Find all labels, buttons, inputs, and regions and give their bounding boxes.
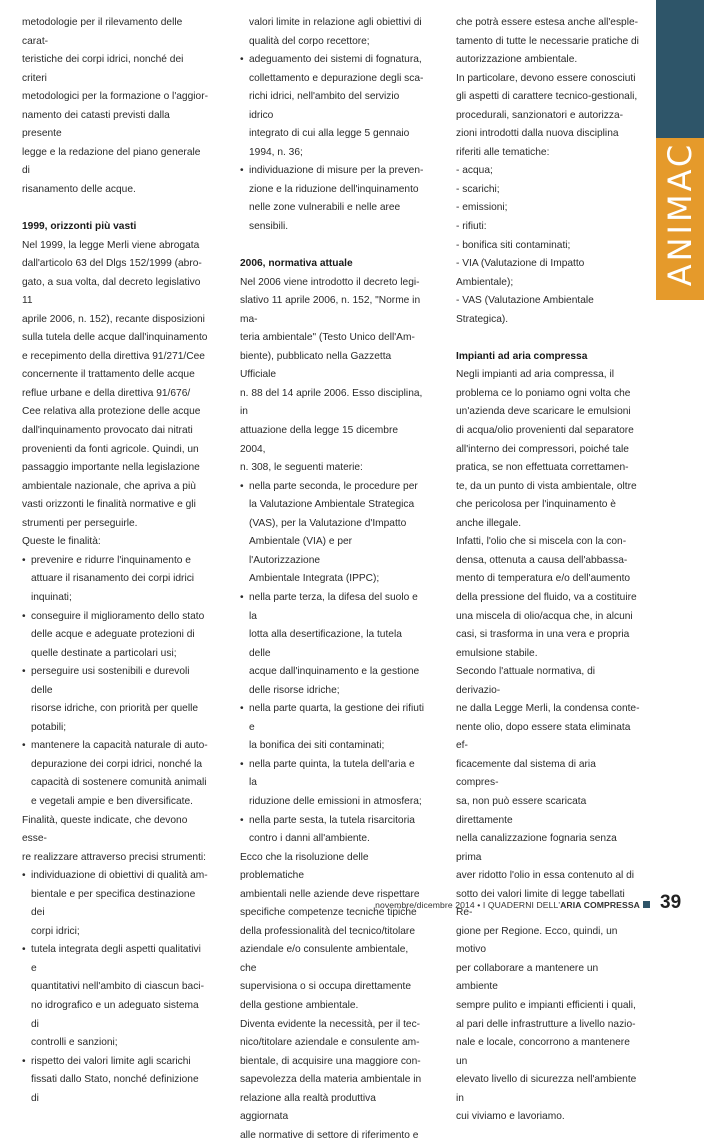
text-line: problema ce lo poniamo ogni volta che: [456, 387, 631, 399]
text-line: rispetto dei valori limite agli scarichi: [31, 1055, 191, 1067]
text-line: namento dei catasti previsti dalla presente: [22, 109, 170, 140]
paragraph: [456, 366, 640, 533]
bullet-item: [240, 812, 425, 849]
text-line: Ambientale (VIA) e per l'Autorizzazione: [249, 536, 353, 566]
text-line: no idrografico e un adeguato sistema di: [31, 999, 199, 1030]
text-line: qualità del corpo recettore;: [249, 35, 370, 47]
paragraph: [240, 274, 425, 478]
bullet-icon: •: [240, 703, 244, 715]
bullet-icon: •: [240, 54, 244, 66]
text-line: zioni introdotti dalla nuova disciplina: [456, 128, 619, 140]
bullet-item: [240, 589, 425, 700]
bullet-item: [22, 552, 209, 608]
text-line: depurazione dei corpi idrici, nonché la: [31, 758, 203, 770]
text-line: supervisiona o si occupa direttamente: [240, 981, 412, 993]
bullet-icon: [22, 719, 31, 738]
bullet-icon: [240, 125, 249, 144]
text-line: strumenti per perseguirle.: [22, 517, 138, 529]
text-line: e vegetali ampie e ben diversificate.: [31, 795, 193, 807]
bullet-item: [240, 478, 425, 589]
text-line: dall'inquinamento provocato dai nitrati: [22, 425, 193, 437]
text-line: mento di temperatura e/o dell'aumento: [456, 573, 631, 585]
paragraph: [22, 237, 209, 534]
paragraph: [456, 663, 640, 1127]
text-line: Queste le finalità:: [22, 536, 101, 548]
bullet-icon: [240, 570, 249, 589]
text-line: teria ambientale" (Testo Unico dell'Am-: [240, 332, 415, 344]
text-line: integrato di cui alla legge 5 gennaio: [249, 128, 410, 140]
bullet-icon: [240, 199, 249, 218]
text-line: risorse idriche, con priorità per quelle: [31, 703, 199, 715]
text-line: risanamento delle acque.: [22, 183, 136, 195]
bullet-icon: [22, 756, 31, 775]
bullet-icon: [240, 515, 249, 534]
text-line: capacità di sostenere comunità animali: [31, 777, 207, 789]
text-line: (VAS), per la Valutazione d'Impatto: [249, 517, 407, 529]
text-line: procedurali, sanzionatori e autorizza-: [456, 109, 624, 121]
text-line: attuazione della legge 15 dicembre 2004,: [240, 425, 399, 455]
column-2: [240, 14, 425, 1145]
text-line: slativo 11 aprile 2006, n. 152, "Norme in ma-: [240, 295, 421, 325]
paragraph: [456, 533, 640, 663]
text-line: della professionalità del tecnico/titolare: [240, 925, 415, 937]
bullet-icon: •: [22, 944, 26, 956]
text-line: una miscela di olio/acqua che, in alcuni: [456, 610, 633, 622]
bullet-icon: [22, 997, 31, 1034]
text-line: per collaborare a mantenere un ambiente: [456, 962, 599, 993]
bullet-item: [22, 663, 209, 737]
text-line: passaggio importante nella legislazione: [22, 462, 200, 474]
text-line: quelle destinate a particolari usi;: [31, 647, 177, 659]
text-line: nale e locale, concorrono a mantenere un: [456, 1037, 630, 1067]
text-line: densa, ottenuta a causa dell'abbassa-: [456, 554, 628, 566]
text-line: - bonifica siti contaminati;: [456, 239, 571, 251]
text-line: legge e la redazione del piano generale di: [22, 146, 201, 177]
bullet-item: [22, 941, 209, 1052]
text-line: collettamento e depurazione degli sca-: [249, 72, 424, 84]
text-line: e recepimento della direttiva 91/271/Cee: [22, 350, 205, 362]
bullet-icon: •: [240, 591, 244, 603]
text-line: gli aspetti di carattere tecnico-gestionali,: [456, 91, 638, 103]
text-line: al pari delle infrastrutture a livello nazio-: [456, 1018, 636, 1030]
bullet-icon: •: [240, 814, 244, 826]
continuation-text: [240, 14, 425, 51]
paragraph: [22, 812, 209, 868]
bullet-icon: [22, 978, 31, 997]
text-line: mantenere la capacità naturale di auto-: [31, 740, 208, 752]
bullet-icon: [240, 737, 249, 756]
bullet-icon: [22, 589, 31, 608]
text-line: acque dall'inquinamento e la gestione: [249, 666, 420, 678]
bullet-icon: [240, 682, 249, 701]
text-line: aziendale e/o consulente ambientale, che: [240, 944, 409, 974]
bullet-icon: •: [22, 610, 26, 622]
paragraph: [456, 14, 640, 70]
footer-brand: ARIA COMPRESSA: [560, 900, 640, 910]
text-line: Cee relativa alla protezione delle acque: [22, 406, 201, 418]
text-line: Diventa evidente la necessità, per il tec-: [240, 1018, 421, 1030]
paragraph: [456, 70, 640, 163]
text-line: pratica, se non effettuata correttamen-: [456, 462, 629, 474]
bullet-icon: •: [22, 740, 26, 752]
text-line: - rifiuti:: [456, 221, 487, 233]
column-1: [22, 14, 209, 1108]
text-line: richi idrici, nell'ambito del servizio idrico: [249, 91, 400, 121]
text-line: ne dalla Legge Merli, la condensa conte-: [456, 703, 640, 715]
text-line: riferiti alle tematiche:: [456, 146, 550, 158]
text-line: - VIA (Valutazione di Impatto Ambientale);: [456, 258, 585, 288]
text-line: che potrà essere estesa anche all'esple-: [456, 17, 639, 28]
bullet-icon: [240, 496, 249, 515]
text-line: prevenire e ridurre l'inquinamento e: [31, 554, 191, 566]
text-line: della pressione del fluido, va a costituire: [456, 591, 637, 603]
text-line: nico/titolare aziendale e consulente am-: [240, 1037, 420, 1049]
bullet-item: [22, 608, 209, 664]
bullet-icon: [22, 700, 31, 719]
bullet-icon: •: [240, 480, 244, 492]
text-line: controlli e sanzioni;: [31, 1037, 118, 1049]
text-line: individuazione di misure per la preven-: [249, 165, 424, 177]
text-line: nella parte quarta, la gestione dei rifiuti e: [249, 703, 424, 733]
bullet-icon: [22, 570, 31, 589]
text-line: quantitativi nell'ambito di ciascun baci-: [31, 981, 204, 993]
page-number: 39: [660, 892, 682, 913]
text-line: Infatti, l'olio che si miscela con la con-: [456, 536, 627, 548]
bullet-icon: •: [240, 165, 244, 177]
text-line: la Valutazione Ambientale Strategica: [249, 499, 415, 511]
text-line: concernente il trattamento delle acque: [22, 369, 195, 381]
text-line: casi, si trasforma in una vera e propria: [456, 629, 630, 641]
footer-text: novembre/dicembre 2014 • I QUADERNI DELL': [375, 900, 561, 910]
text-line: contro i danni all'ambiente.: [249, 833, 370, 845]
section-label: ANIMAC: [661, 141, 699, 287]
text-line: corpi idrici;: [31, 925, 80, 937]
bullet-icon: [240, 70, 249, 89]
text-line: zione e la riduzione dell'inquinamento: [249, 183, 419, 195]
text-line: aprile 2006, n. 152), recante disposizioni: [22, 313, 205, 325]
text-line: sulla tutela delle acque dall'inquinamento: [22, 332, 208, 344]
text-line: fissati dallo Stato, nonché definizione di: [31, 1074, 199, 1104]
bullet-icon: [240, 626, 249, 663]
text-line: alle normative di settore di riferimento e: [240, 1129, 419, 1141]
text-line: ambientale nazionale, che apriva a più: [22, 480, 196, 492]
bullet-icon: [240, 144, 249, 163]
text-line: autorizzazione ambientale.: [456, 54, 578, 66]
text-line: - emissioni;: [456, 202, 508, 214]
bullet-icon: •: [22, 1055, 26, 1067]
bullet-icon: [240, 663, 249, 682]
text-line: tutela integrata degli aspetti qualitativi e: [31, 944, 201, 974]
section-heading-1999: 1999, orizzonti più vasti: [22, 221, 137, 233]
text-line: gato, a sua volta, dal decreto legislativo 11: [22, 276, 201, 307]
bullet-icon: [22, 793, 31, 812]
text-line: nella parte seconda, le procedure per: [249, 480, 418, 492]
text-line: reflue urbane e della direttiva 91/676/: [22, 387, 191, 399]
text-line: metodologie per il rilevamento delle carat-: [22, 17, 183, 47]
section-heading-impianti: Impianti ad aria compressa: [456, 350, 588, 362]
text-line: sempre pulito e impianti efficienti i quali,: [456, 999, 636, 1011]
text-line: di acqua/olio provenienti dal separatore: [456, 425, 634, 437]
text-line: della gestione ambientale.: [240, 999, 359, 1011]
text-line: Secondo l'attuale normativa, di derivazio-: [456, 666, 595, 696]
text-line: emulsione stabile.: [456, 647, 538, 659]
text-line: nelle zone vulnerabili e nelle aree: [249, 202, 401, 214]
bullet-item: [240, 162, 425, 236]
text-line: Negli impianti ad aria compressa, il: [456, 369, 614, 381]
text-line: cui viviamo e lavoriamo.: [456, 1111, 565, 1123]
bullet-item: [240, 700, 425, 756]
bullet-item: [22, 1053, 209, 1109]
text-line: all'interno dei compressori, poiché tale: [456, 443, 629, 455]
text-line: In particolare, devono essere conosciuti: [456, 72, 636, 84]
text-line: nella parte quinta, la tutela dell'aria e la: [249, 758, 415, 789]
text-line: conseguire il miglioramento dello stato: [31, 610, 205, 622]
bullet-icon: [240, 88, 249, 125]
bullet-icon: •: [22, 870, 26, 882]
text-line: Ambientale Integrata (IPPC);: [249, 573, 380, 585]
text-line: che pericolosa per l'inquinamento è: [456, 499, 616, 511]
text-line: sapevolezza della materia ambientale in: [240, 1074, 422, 1086]
text-line: attuare il risanamento dei corpi idrici: [31, 573, 195, 585]
page-footer: [320, 900, 650, 910]
text-line: individuazione di obiettivi di qualità am-: [31, 870, 208, 882]
bullet-icon: [22, 774, 31, 793]
text-line: - VAS (Valutazione Ambientale Strategica).: [456, 295, 594, 325]
text-line: nella canalizzazione fognaria senza prima: [456, 833, 617, 863]
text-line: relazione alla realtà produttiva aggiornata: [240, 1092, 376, 1123]
text-line: Nel 2006 viene introdotto il decreto legi-: [240, 276, 420, 288]
bullet-icon: [22, 626, 31, 645]
text-line: metodologici per la formazione o l'aggior-: [22, 91, 208, 103]
text-line: re realizzare attraverso precisi strumenti:: [22, 851, 207, 863]
text-line: potabili;: [31, 721, 67, 733]
text-line: specifiche competenze tecniche tipiche: [240, 907, 417, 919]
bullet-icon: [240, 181, 249, 200]
footer-square-icon: [643, 901, 650, 908]
bullet-icon: •: [22, 666, 26, 678]
text-line: sotto dei valori limite di legge tabellati Re-: [456, 888, 625, 919]
bullet-icon: [22, 1034, 31, 1053]
text-line: ambientali nelle aziende deve rispettare: [240, 888, 420, 900]
text-line: delle acque e adeguate protezioni di: [31, 629, 195, 641]
bullet-icon: [240, 218, 249, 237]
section-heading-2006: 2006, normativa attuale: [240, 258, 353, 270]
text-line: bientale, di acquisire una maggiore con-: [240, 1055, 421, 1067]
text-line: dall'articolo 63 del Dlgs 152/1999 (abro-: [22, 258, 202, 270]
text-line: adeguamento dei sistemi di fognatura,: [249, 54, 422, 66]
text-line: elevato livello di sicurezza nell'ambiente in: [456, 1074, 637, 1104]
text-line: n. 308, le seguenti materie:: [240, 462, 363, 474]
text-line: nella parte terza, la difesa del suolo e la: [249, 591, 418, 622]
text-line: Nel 1999, la legge Merli viene abrogata: [22, 239, 200, 251]
text-line: sensibili.: [249, 221, 289, 233]
text-line: la bonifica dei siti contaminati;: [249, 740, 385, 752]
text-line: nella parte sesta, la tutela risarcitoria: [249, 814, 415, 826]
bullet-item: [240, 756, 425, 812]
bullet-icon: [240, 793, 249, 812]
bullet-icon: •: [22, 554, 26, 566]
text-line: ficacemente dal sistema di aria compres-: [456, 758, 596, 789]
text-line: biente), pubblicato nella Gazzetta Ufficiale: [240, 350, 392, 381]
bullet-item: [240, 51, 425, 162]
text-line: te, da un punto di vista ambientale, oltre: [456, 480, 637, 492]
text-line: perseguire usi sostenibili e durevoli delle: [31, 666, 190, 696]
text-line: n. 88 del 14 aprile 2006. Esso disciplina, in: [240, 387, 423, 418]
topic-list: [456, 162, 640, 329]
paragraph: [240, 849, 425, 1016]
bullet-item: [22, 867, 209, 941]
column-3: [456, 14, 640, 1127]
bullet-icon: [22, 886, 31, 923]
text-line: anche illegale.: [456, 517, 522, 529]
text-line: teristiche dei corpi idrici, nonché dei criteri: [22, 54, 184, 84]
bullet-icon: [22, 645, 31, 664]
text-line: delle risorse idriche;: [249, 684, 340, 696]
text-line: un'azienda deve scaricare le emulsioni: [456, 406, 631, 418]
text-line: - acqua;: [456, 165, 493, 177]
text-line: provenienti da fonti agricole. Quindi, un: [22, 443, 199, 455]
text-line: bientale e per specifica destinazione dei: [31, 888, 196, 919]
text-line: aver ridotto l'olio in essa contenuto al di: [456, 870, 635, 882]
text-line: Ecco che la risoluzione delle problematiche: [240, 851, 369, 882]
bullet-icon: [22, 1071, 31, 1108]
text-line: Finalità, queste indicate, che devono esse-: [22, 814, 188, 845]
text-line: 1994, n. 36;: [249, 146, 303, 158]
text-line: valori limite in relazione agli obiettivi di: [249, 17, 422, 28]
text-line: sa, non può essere scaricata direttamente: [456, 795, 587, 826]
paragraph: [240, 1016, 425, 1145]
sidebar-dark-block: [656, 0, 704, 138]
text-line: nente olio, dopo essere stata eliminata ef-: [456, 721, 631, 752]
text-line: gione per Regione. Ecco, quindi, un motivo: [456, 925, 618, 956]
text-line: inquinati;: [31, 591, 72, 603]
text-line: - scarichi;: [456, 183, 500, 195]
bullet-icon: [22, 923, 31, 942]
bullet-icon: •: [240, 758, 244, 770]
text-line: tamento di tutte le necessarie pratiche di: [456, 35, 639, 47]
text-line: lotta alla desertificazione, la tutela delle: [249, 629, 402, 659]
text-line: riduzione delle emissioni in atmosfera;: [249, 795, 422, 807]
bullet-icon: [240, 830, 249, 849]
bullet-icon: [240, 533, 249, 570]
bullet-item: [22, 737, 209, 811]
text-line: vasti orizzonti le finalità normative e gli: [22, 499, 196, 511]
